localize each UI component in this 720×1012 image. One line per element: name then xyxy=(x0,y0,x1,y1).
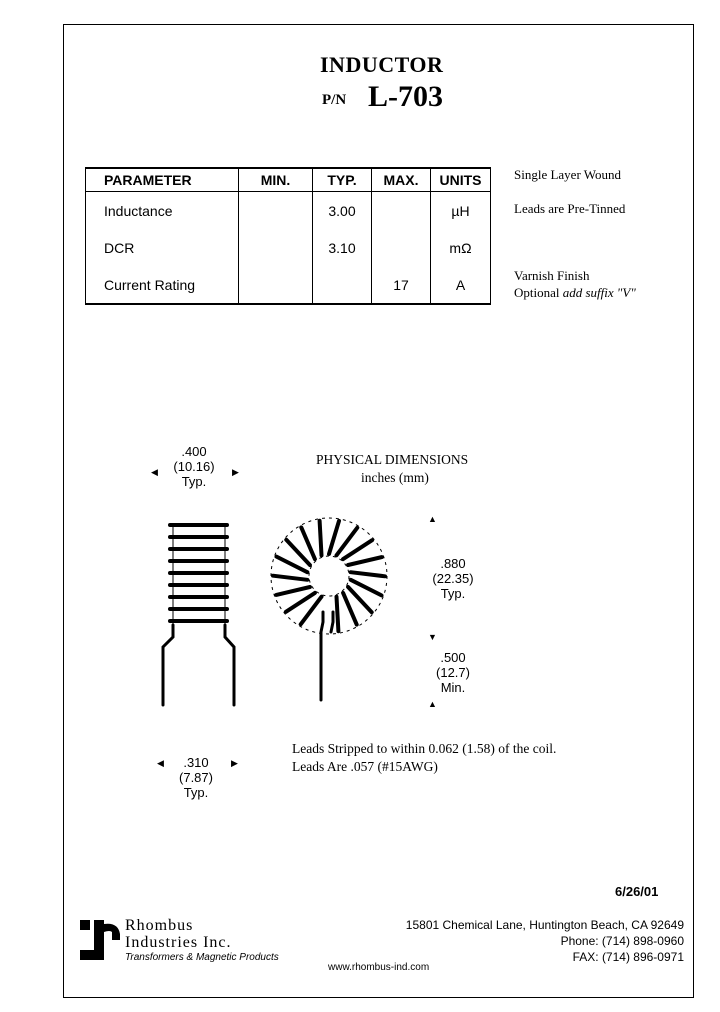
arrow-left-icon: ◀ xyxy=(157,758,164,768)
col-typ: TYP. xyxy=(313,168,372,192)
arrow-up-icon: ▲ xyxy=(428,699,437,709)
note-varnish: Varnish Finish xyxy=(514,268,590,283)
dim-diameter-inch: .880 xyxy=(440,556,466,571)
dim-lead-spacing-mm: (7.87) xyxy=(179,770,213,785)
col-max: MAX. xyxy=(372,168,431,192)
lead-note-gauge: Leads Are .057 (#15AWG) xyxy=(292,759,438,774)
dim-lead-length-mm: (12.7) xyxy=(436,665,470,680)
dim-diameter-note: Typ. xyxy=(440,586,466,601)
table-row xyxy=(86,266,491,304)
rhombus-logo-icon xyxy=(78,916,124,964)
dimensions-units: inches (mm) xyxy=(361,470,429,485)
arrow-right-icon: ▶ xyxy=(232,467,239,477)
spec-table-header xyxy=(86,168,491,192)
company-address: 15801 Chemical Lane, Huntington Beach, CA 92649 xyxy=(405,918,684,932)
dim-width-inch: .400 xyxy=(181,444,207,459)
lead-note-stripped: Leads Stripped to within 0.062 (1.58) of the coil. xyxy=(292,741,557,756)
note-single-layer: Single Layer Wound xyxy=(514,167,622,182)
cell xyxy=(372,192,431,230)
cell: 3.10 xyxy=(313,229,372,266)
dim-lead-spacing-note: Typ. xyxy=(183,785,209,800)
cell: DCR xyxy=(86,229,239,266)
coil-side-view xyxy=(155,515,245,710)
cell: mΩ xyxy=(431,229,491,266)
col-units: UNITS xyxy=(431,168,491,192)
note-optional-suffix xyxy=(514,285,636,301)
table-row xyxy=(86,229,491,266)
company-name-line1: Rhombus xyxy=(125,917,194,934)
spec-table xyxy=(85,167,491,305)
toroid-winding xyxy=(273,576,307,580)
note-optional-prefix: Optional xyxy=(514,285,563,300)
dim-lead-length-inch: .500 xyxy=(440,650,466,665)
cell xyxy=(313,266,372,304)
dim-lead-spacing-inch: .310 xyxy=(183,755,209,770)
toroid-winding xyxy=(348,557,382,565)
company-phone: Phone: (714) 898-0960 xyxy=(560,934,684,948)
col-parameter: PARAMETER xyxy=(86,168,239,192)
cell: A xyxy=(431,266,491,304)
arrow-down-icon: ▼ xyxy=(428,632,437,642)
cell xyxy=(239,192,313,230)
part-number-value: L-703 xyxy=(368,80,443,113)
cell xyxy=(239,229,313,266)
dim-lead-length xyxy=(426,650,480,695)
dim-width-mm: (10.16) xyxy=(173,459,215,474)
arrow-right-icon: ▶ xyxy=(231,758,238,768)
arrow-left-icon: ◀ xyxy=(151,467,158,477)
page-title: INDUCTOR xyxy=(320,52,444,77)
cell: µH xyxy=(431,192,491,230)
toroid-winding xyxy=(276,587,310,595)
cell: Current Rating xyxy=(86,266,239,304)
toroid-winding xyxy=(343,593,357,625)
dim-width-note: Typ. xyxy=(181,474,207,489)
cell: Inductance xyxy=(86,192,239,230)
toroid-winding xyxy=(337,597,339,632)
company-website: www.rhombus-ind.com xyxy=(328,962,430,973)
note-optional-italic: add suffix "V" xyxy=(562,285,636,300)
note-pre-tinned: Leads are Pre-Tinned xyxy=(514,201,626,216)
dim-width xyxy=(164,444,224,489)
cell: 17 xyxy=(372,266,431,304)
toroid-winding xyxy=(301,527,315,559)
toroid-winding xyxy=(351,572,385,576)
company-tagline: Transformers & Magnetic Products xyxy=(125,952,279,963)
company-fax: FAX: (714) 896-0971 xyxy=(572,950,684,964)
dim-diameter-mm: (22.35) xyxy=(432,571,474,586)
company-name-line2: Industries Inc. xyxy=(125,934,232,951)
contact-block xyxy=(340,917,684,965)
dimensions-heading: PHYSICAL DIMENSIONS xyxy=(316,452,469,467)
toroid-winding xyxy=(329,521,339,554)
cell xyxy=(372,229,431,266)
dim-diameter xyxy=(425,556,481,601)
arrow-up-icon: ▲ xyxy=(428,514,437,524)
cell: 3.00 xyxy=(313,192,372,230)
table-row xyxy=(86,192,491,230)
col-min: MIN. xyxy=(239,168,313,192)
part-number-label: P/N xyxy=(322,92,347,108)
dim-lead-length-note: Min. xyxy=(440,680,466,695)
cell xyxy=(239,266,313,304)
toroid-winding xyxy=(320,521,322,556)
toroid-top-view xyxy=(262,512,402,702)
dim-lead-spacing xyxy=(168,755,224,800)
revision-date: 6/26/01 xyxy=(615,884,659,899)
